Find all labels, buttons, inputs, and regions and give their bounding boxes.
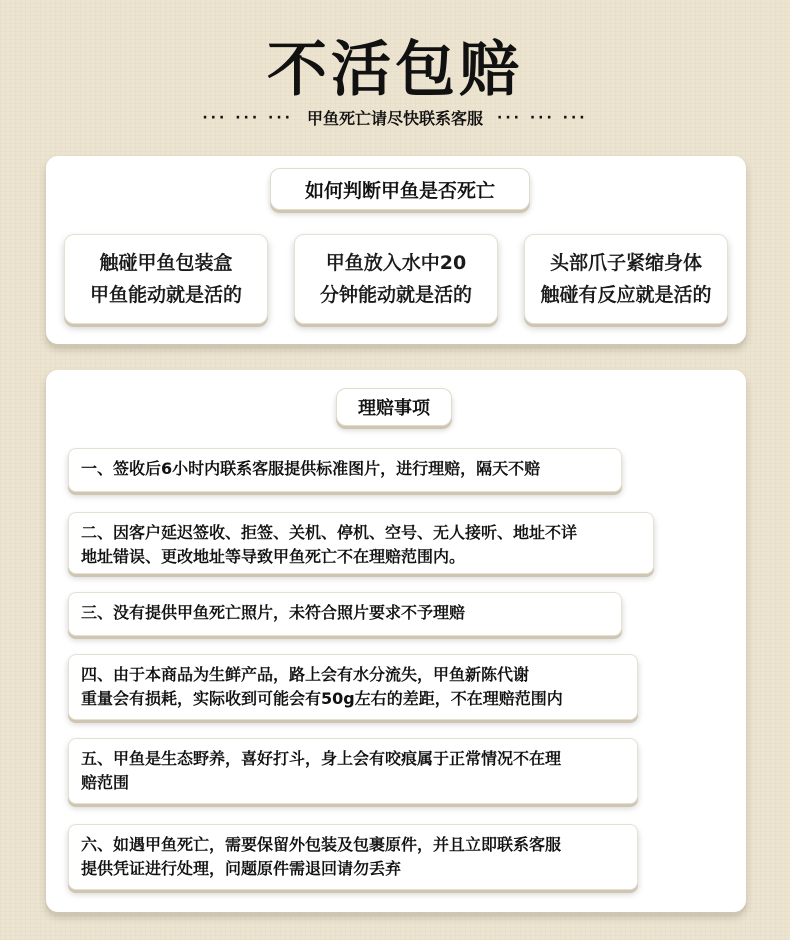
subtitle-row xyxy=(0,106,790,129)
subtitle: 甲鱼死亡请尽快联系客服 xyxy=(306,109,483,128)
claim-rule-line1: 六、如遇甲鱼死亡，需要保留外包装及包裹原件，并且立即联系客服 xyxy=(81,835,562,854)
claim-rule-line2: 地址错误、更改地址等导致甲鱼死亡不在理赔范围内。 xyxy=(81,547,466,566)
claim-rule xyxy=(68,512,654,574)
claim-rule-line2: 赔范围 xyxy=(81,773,130,792)
claim-rule-line1: 三、没有提供甲鱼死亡照片，未符合照片要求不予理赔 xyxy=(81,603,466,622)
page-title: 不活包赔 xyxy=(267,35,523,105)
judge-heading: 如何判断甲鱼是否死亡 xyxy=(270,168,530,210)
claim-rule xyxy=(68,448,622,492)
claim-rule xyxy=(68,592,622,636)
judge-card-line1: 头部爪子紧缩身体 xyxy=(549,252,702,274)
dots-left: ··· ··· ··· xyxy=(202,109,293,126)
claim-rule xyxy=(68,824,638,890)
claim-rule-line1: 一、签收后6小时内联系客服提供标准图片，进行理赔，隔天不赔 xyxy=(81,459,541,478)
judge-card-line2: 分钟能动就是活的 xyxy=(319,284,472,306)
claim-heading: 理赔事项 xyxy=(336,388,452,426)
judge-card xyxy=(64,234,268,324)
judge-card-line2: 触碰有反应就是活的 xyxy=(540,284,712,306)
claim-rule-line2: 重量会有损耗，实际收到可能会有50g左右的差距，不在理赔范围内 xyxy=(81,689,563,708)
dots-right: ··· ··· ··· xyxy=(497,109,588,126)
claim-rule-line1: 五、甲鱼是生态野养，喜好打斗，身上会有咬痕属于正常情况不在理 xyxy=(81,749,562,768)
judge-panel xyxy=(46,156,746,344)
judge-card xyxy=(294,234,498,324)
claim-rule-line1: 四、由于本商品为生鲜产品，路上会有水分流失，甲鱼新陈代谢 xyxy=(81,665,530,684)
judge-card-line1: 甲鱼放入水中20 xyxy=(325,252,467,274)
claim-panel xyxy=(46,370,746,912)
claim-rule xyxy=(68,654,638,720)
claim-rule-line2: 提供凭证进行处理，问题原件需退回请勿丢弃 xyxy=(81,859,402,878)
judge-card xyxy=(524,234,728,324)
claim-rule-line1: 二、因客户延迟签收、拒签、关机、停机、空号、无人接听、地址不详 xyxy=(81,523,578,542)
claim-rule xyxy=(68,738,638,804)
judge-card-line1: 触碰甲鱼包装盒 xyxy=(99,252,233,274)
judge-card-line2: 甲鱼能动就是活的 xyxy=(89,284,242,306)
